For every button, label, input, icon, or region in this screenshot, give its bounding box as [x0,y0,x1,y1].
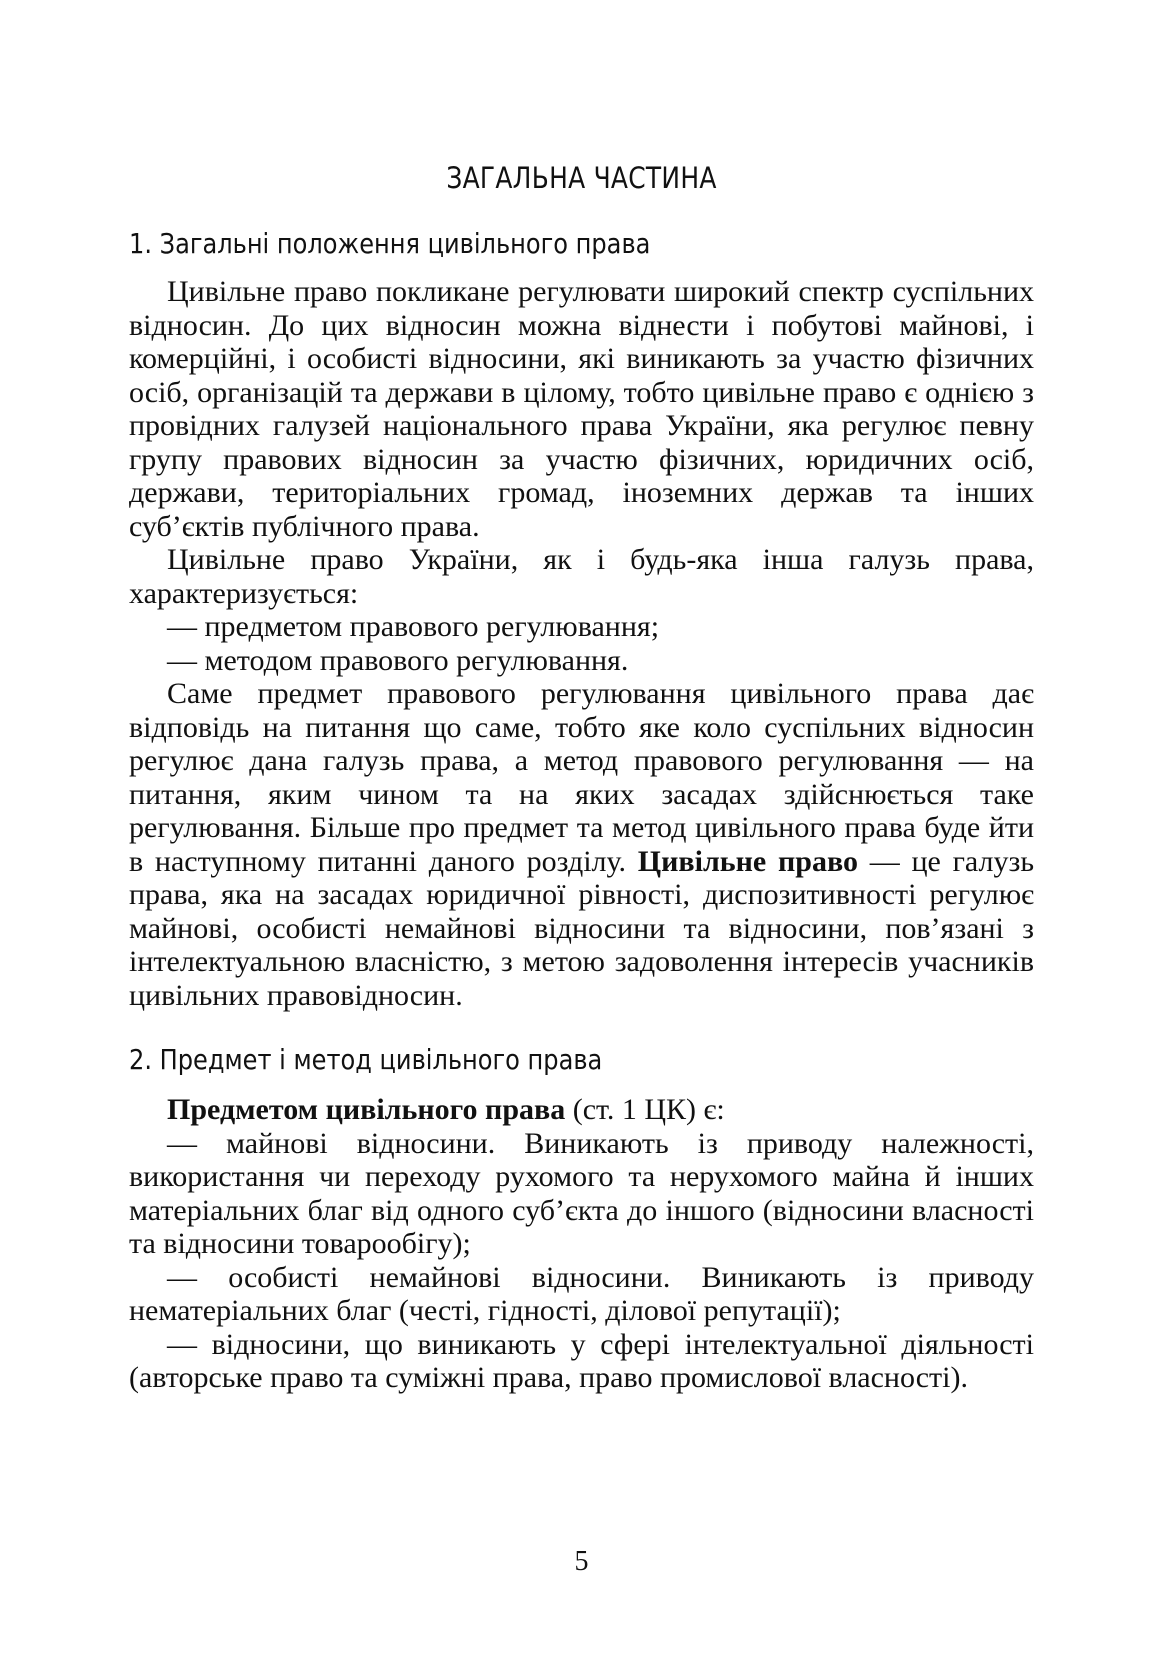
definition-term: Цивільне право [637,844,858,878]
paragraph: Цивільне право покликане регулювати широкий спектр суспільних відносин. До цих відносин можна віднести і побутові майнові, і комерційні, і особисті відносини, які виникають за участю фізичних осіб, організацій та держави в цілому, тобто цивільне право є однією з провідних галузей національного права України, яка регулює певну групу правових відносин за участю фізичних, юридичних осіб, держави, територіальних громад, іноземних держав та інших суб’єктів публічного права. [129,275,1034,543]
list-item: — методом правового регулювання. [167,643,629,677]
subject-term: Предметом цивільного права [167,1093,566,1126]
list-item: — відносини, що виникають у сфері інтелектуальної діяльності (авторське право та суміжні права, право промислової власності). [129,1327,1034,1394]
section-2-heading: 2. Предмет і метод цивільного права [129,1043,603,1076]
section-1-heading: 1. Загальні положення цивільного права [129,227,651,260]
list-item: — особисті немайнові відносини. Виникають із приводу нематеріальних благ (честі, гідності, ділової репутації); [129,1260,1034,1327]
document-page [129,0,1034,1654]
paragraph: Цивільне право України, як і будь-яка інша галузь права, характеризується: [129,543,1034,610]
section-1-body [129,275,1034,1012]
page-number: 5 [574,1546,589,1577]
paragraph-text: Саме предмет правового регулювання цивільного права дає відповідь на питання що саме, тобто яке коло суспільних відносин регулює дана галузь права, а метод правового регулювання — на питання, яким чином та на яких засадах здійснюється таке регулювання. Більше про предмет та метод цивільного права буде йти в наступному питанні даного розділу. [129,677,1034,878]
paragraph [129,1093,1034,1127]
paragraph-text: (ст. 1 ЦК) є: [565,1093,725,1126]
paragraph [129,677,1034,1012]
section-2-body [129,1093,1034,1395]
list-item: — майнові відносини. Виникають із приводу належності, використання чи переходу рухомого та нерухомого майна й інших матеріальних благ від одного суб’єкта до іншого (відносини власності та відносини товарообігу); [129,1126,1034,1260]
part-title: ЗАГАЛЬНА ЧАСТИНА [446,161,717,195]
list-item: — предметом правового регулювання; [167,610,660,643]
paragraph-text: — це галузь права, яка на засадах юридичної рівності, диспозитивності регулює майнові, особисті немайнові відносини та відносини, пов’язані з інтелектуальною власністю, з метою задоволення інтересів учасників цивільних правовідносин. [129,844,1035,1012]
